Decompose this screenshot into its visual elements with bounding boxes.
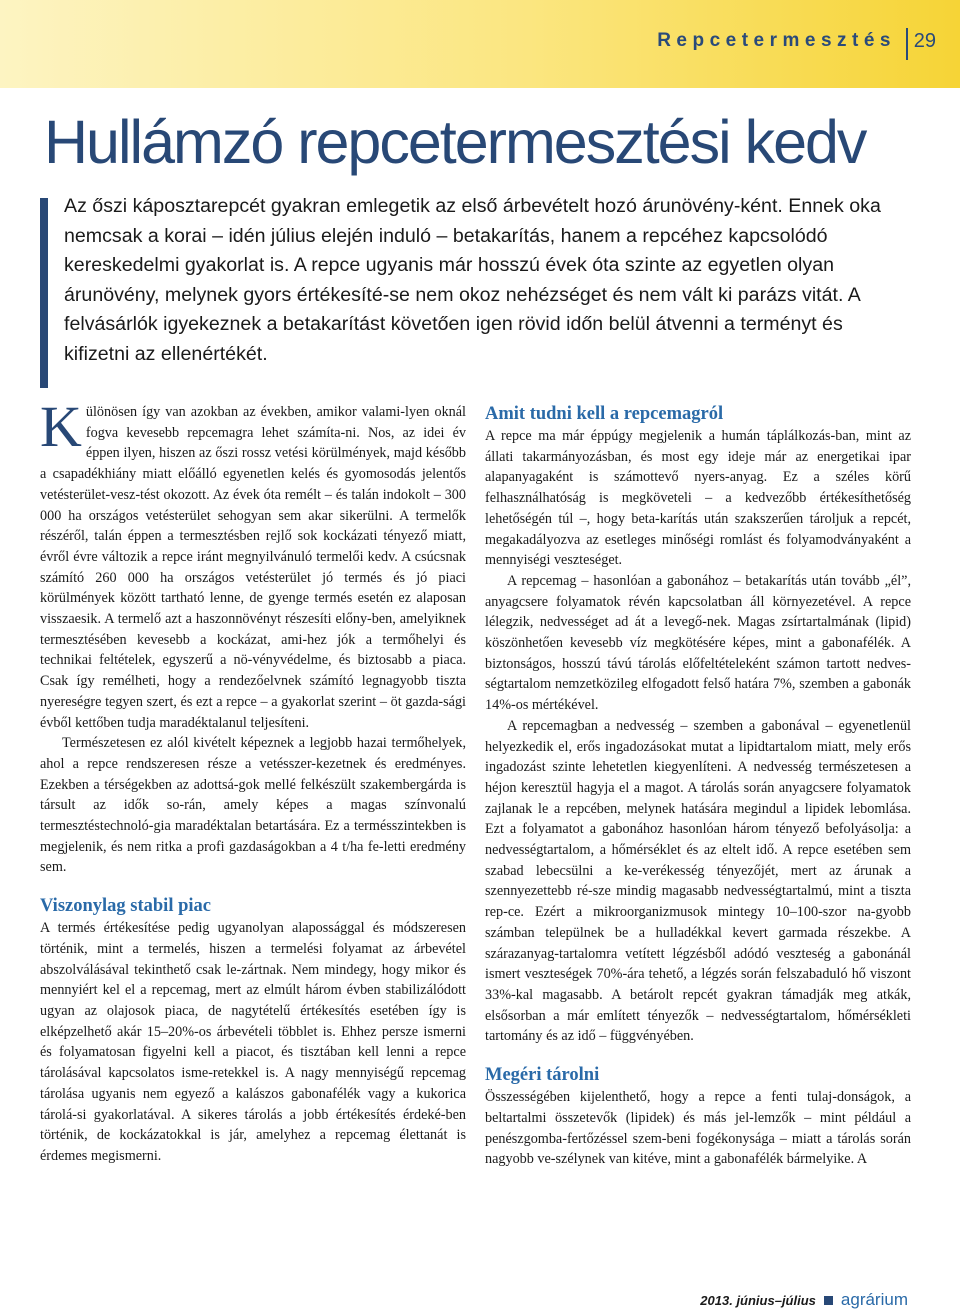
right-paragraph-1: A repce ma már éppúgy megjelenik a humán táplálkozás-ban, mint az állati takarmányozásban, és most egy ideje már az energetikai ipar alapanyagaként is számottevő nyers-anyag. Ez a széles körű felhasználhatóság is megköveteli – a kedvezőbb értékesíthetőség lehetőségén túl –, hogy beta-karítás után szakszerűen tároljuk a repcét, megakadályozva az esetleges minőségi romlást és folyamodványaként a mennyiségi veszteséget. [485, 428, 911, 569]
lead-bar [40, 198, 48, 388]
article-title: Hullámzó repcetermesztési kedv [44, 108, 866, 176]
lead-paragraph: Az őszi káposztarepcét gyakran emlegetik az első árbevételt hozó árunövény-ként. Ennek oka nemcsak a korai – idén július elején induló – betakarítás, hanem a repcéhez kapcsolódó kereskedelmi gyakorlat is. A repce ugyanis már hosszú évek óta szinte az egyetlen olyan árunövény, melynek gyors értékesíté-se nem okoz nehézséget és nem vált ki parázs vitát. A felvásárlók igyekeznek a betakarítást követően igen rövid időn belül átvenni a terményt és kifizetni az ellenértékét. [64, 195, 881, 365]
left-paragraph-3: A termés értékesítése pedig ugyanolyan alapossággal és módszeresen történik, mint a termelés, hiszen a termelési folyamat az árbevétel abszolválásával tekinthető csak le-zártnak. Nem mindegy, hogy mikor és mennyiért kel el a repcemag, mert az elmúlt három évben stabilizálódott ugyan az olajosok piaca, de nagytételű értékesítés esetében így is elképzelhető akár 15–20%-os árbevételi többlet is. Ehhez persze ismerni és folyamatosan figyelni kell a piacot, és tisztában kell lenni a repce tárolásával kapcsolatos isme-retekkel is. A nagy mennyiségű repcemag tárolása ugyanis nem egyező a kalászos gabonafélék vagy a kukorica tárolá-si gyakorlatával. A sikeres tárolás a jobb értékesítés érdeké-ben történik, de kockázatokkal is jár, amelyhez a repcemag élettanát is érdemes megismerni. [40, 920, 466, 1164]
right-paragraph-3: A repcemagban a nedvesség – szemben a gabonával – egyenetlenül helyezkedik el, erős ingadozásokat mutat a lipidtartalom miatt, mely erős ingadozást szinte lehetetlen kiegyenlíteni. A nedvesség természetesen a héjon keresztül hagyja el a magot. A tárolás során anyagcsere folyamatok zajlanak le a repcében, melynek hatására megindul a lipidek lebomlása. Ezt a folyamatot a gabonához hasonlóan három tényező befolyásolja: a nedvességtartalom, a hőmérséklet és az eltelt idő. A repce esetében sem szabad lebecsülni a ke-verékesség tényezőjét, mert az árunak a szennyezettebb ré-sze mindig magasabb nedvességtartalmú, mint a tiszta rep-ce. Ezért a mikroorganizmusok mintegy 10–100-szor na-gyobb számban települnek be a hulladékkal kevert garmada részekbe. A szárazanyag-tartalomra vetített légzésből adódó veszteség a gabonánál ismert veszteségek 70%-ára tehető, a légzés során felszabaduló hő viszont 33%-kal magasabb. A betárolt repcét gyakran támadják meg atkák, elsősorban a már említett tényezők – nedvességtartalom, hőmérsékleti tartomány és az idő – függvényében. [485, 717, 911, 1045]
subhead-stabil-piac: Viszonylag stabil piac [40, 896, 211, 917]
subhead-megeri-tarolni: Megéri tárolni [485, 1065, 600, 1086]
left-paragraph-2: Természetesen ez alól kivételt képeznek a legjobb hazai termőhelyek, ahol a repce rendszeresen része a vetésszer-kezetnek és eredményes. Ezekben a térségekben az adottsá-gok mellé felkészült szakembergárda is társult az idők so-rán, amely képes a magas színvonalú termesztéstechnoló-gia maradéktalan betartására. Ez a termésszintekben is megjelenik, és nem ritka a profi gazdaságokban a 4 t/ha fe-letti eredmény sem. [40, 735, 466, 876]
left-paragraph-1-text: ülönösen így van azokban az években, amikor valami-lyen oknál fogva kevesebb repcemagra lehet számíta-ni. Nos, az idei év éppen ilyen, hiszen az őszi rossz vetési körülmények, majd később a csapadékhiány miatt előálló egyenetlen kelés és gyomosodás jelentős vetésterület-vesz-tést okozott. Az évek óta remélt – és talán indokolt – 300 000 ha országos vetésterület sehogyan sem akar sikerülni. A termelők részéről, talán éppen a termesztésben rejlő sok kockázati tényező miatt, évről évre változik a repce iránt megnyilvánuló termelői kedv. A csúcsnak számító 260 000 ha országos vetésterület jó termés és jó piaci körülmények között tartható lenne, de gyenge termés esetén ez alaposan visszaesik. A termelő azt a haszonnövényt részesíti előny-ben, amelyiknek termesztésében kevesebb a kockázat, ami-hez jók a termőhelyi és technikai feltételek, egyszerű a nö-vényvédelme, és biztosabb a piaca. Csak így remélheti, hogy a rendezőelvnek számító legnagyobb tiszta nyereségre tegyen szert, és ezt a repce – a gyakorlat szerint – öt gazda-sági évből kettőben tudja maradéktalanul teljesíteni. [40, 404, 466, 731]
footer-date: 2013. június–július [700, 1292, 816, 1308]
left-column [40, 394, 466, 1167]
section-name: Repcetermesztés [657, 30, 896, 51]
page-footer [700, 1288, 908, 1312]
footer-square-icon [824, 1296, 833, 1305]
page-number: 29 [913, 30, 936, 52]
right-column [485, 402, 911, 1170]
footer-brand: agrárium [840, 1290, 908, 1309]
left-paragraph-1 [40, 394, 466, 733]
drop-cap: K [40, 394, 82, 459]
right-paragraph-4: Összességében kijelenthető, hogy a repce a fenti tulaj-donságok, a beltartalmi összetevők (lipidek) és más jel-lemzők – mint például a penészgomba-fertőzéssel szem-beni fogékonysága – miatt a tárolás során nagyobb ve-szélynek van kitéve, mint a gabonafélék bármelyike. A [485, 1089, 911, 1168]
right-paragraph-2: A repcemag – hasonlóan a gabonához – betakarítás után tovább „él”, anyagcsere folyamatok révén kapcsolatban áll környezetével. A repce lélegzik, nedvességet ad át a levegő-nek. Magas zsírtartalmának (lipid) köszönhetően kevesebb víz megkötésére képes, mint a gabonafélék. A biztonságos, hosszú távú tárolás előfeltételeként számon tartott nedves-ségtartalom nemzetközileg elfogadott felső határa 7%, szemben a gabonák 14%-os mértékével. [485, 572, 911, 714]
subhead-repcemag: Amit tudni kell a repcemagról [485, 404, 724, 424]
page-divider [906, 28, 908, 60]
